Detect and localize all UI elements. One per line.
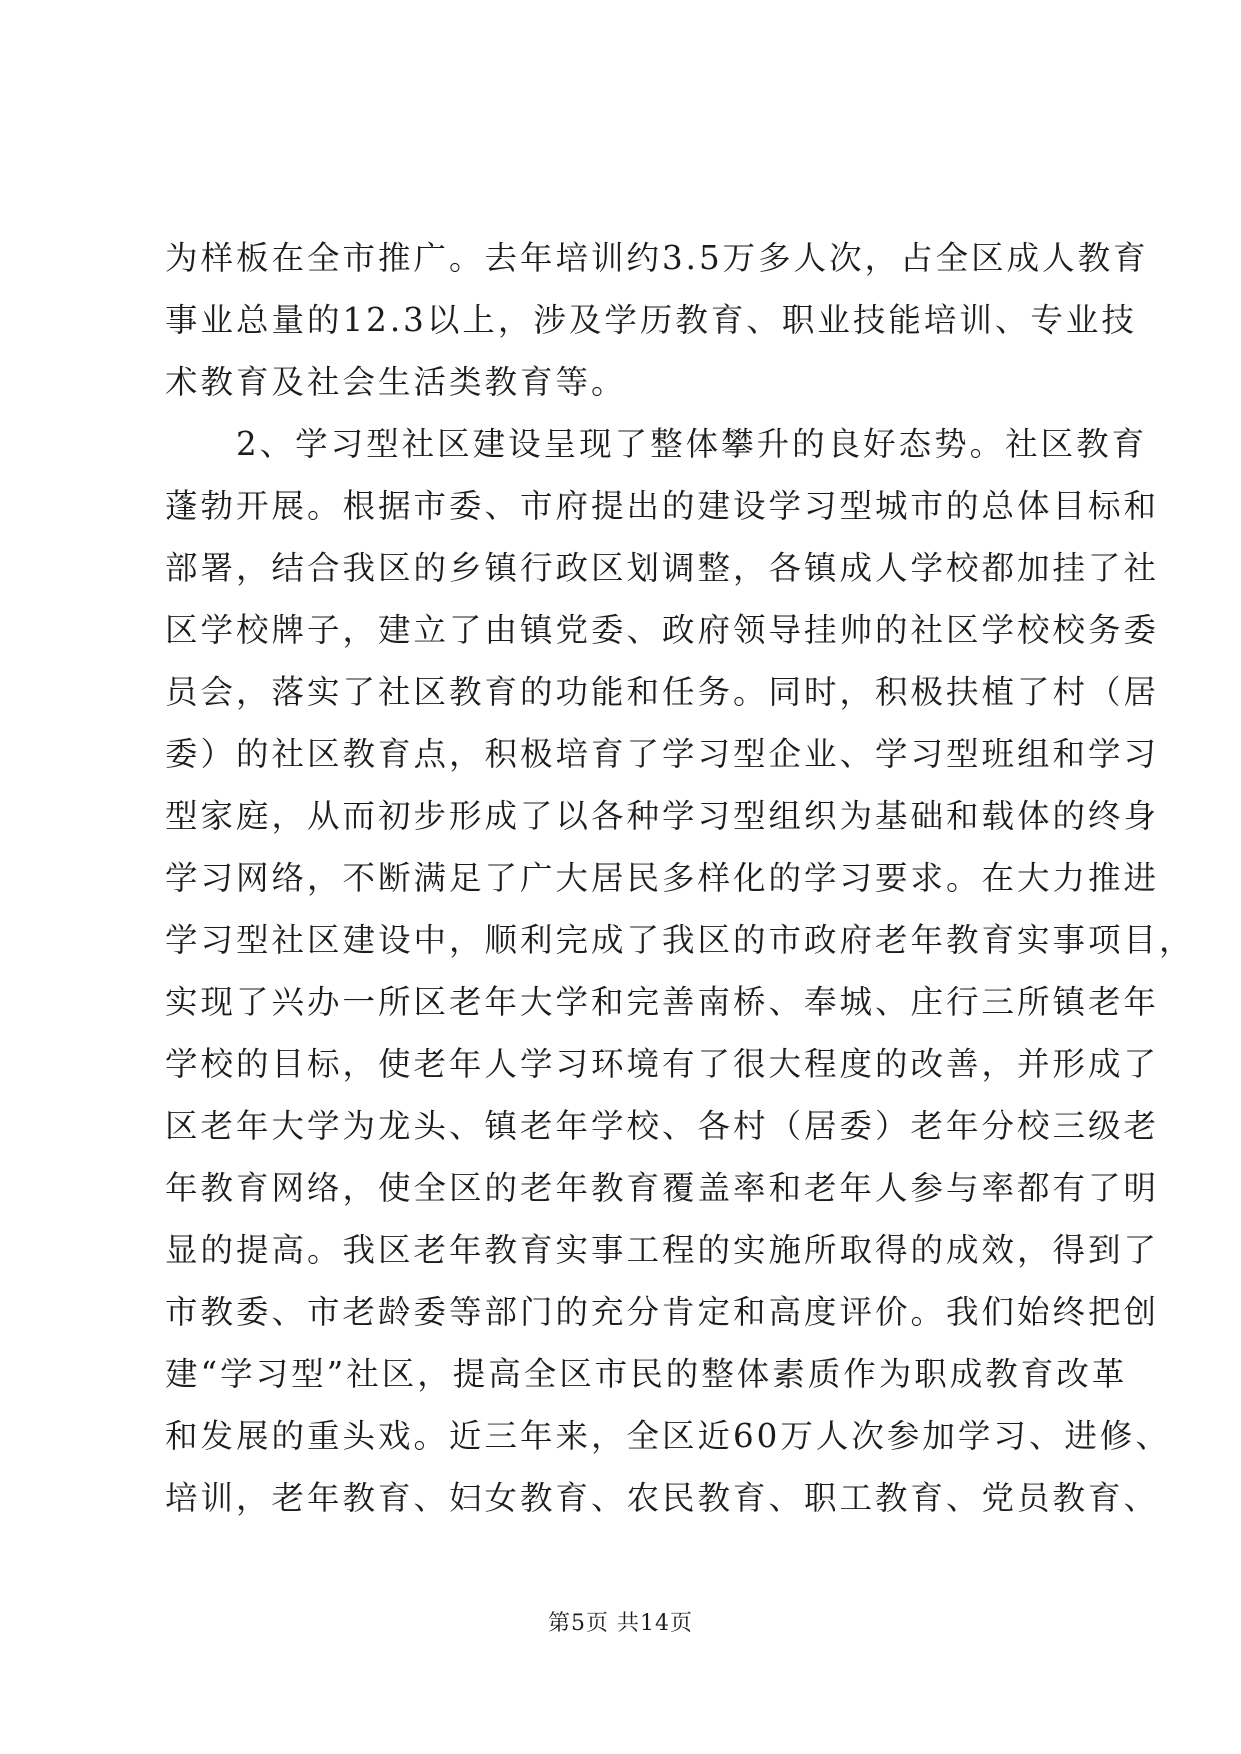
text-line: 区老年大学为龙头、镇老年学校、各村（居委）老年分校三级老 xyxy=(165,1107,1160,1145)
text-line: 部署，结合我区的乡镇行政区划调整，各镇成人学校都加挂了社 xyxy=(165,549,1160,587)
text-line: 术教育及社会生活类教育等。 xyxy=(165,363,627,401)
text-line: 学校的目标，使老年人学习环境有了很大程度的改善，并形成了 xyxy=(165,1045,1160,1083)
text-line: 培训，老年教育、妇女教育、农民教育、职工教育、党员教育、 xyxy=(165,1479,1160,1517)
text-line: 委）的社区教育点，积极培育了学习型企业、学习型班组和学习 xyxy=(165,735,1160,773)
text-line: 和发展的重头戏。近三年来，全区近60万人次参加学习、进修、 xyxy=(165,1417,1171,1455)
text-line: 事业总量的12.3以上，涉及学历教育、职业技能培训、专业技 xyxy=(165,301,1137,339)
text-line: 蓬勃开展。根据市委、市府提出的建设学习型城市的总体目标和 xyxy=(165,487,1160,525)
text-line: 2、学习型社区建设呈现了整体攀升的良好态势。社区教育 xyxy=(165,425,1148,463)
text-line: 员会，落实了社区教育的功能和任务。同时，积极扶植了村（居 xyxy=(165,673,1160,711)
text-line: 学习网络，不断满足了广大居民多样化的学习要求。在大力推进 xyxy=(165,859,1160,897)
text-line: 建“学习型”社区，提高全区市民的整体素质作为职成教育改革 xyxy=(165,1355,1128,1393)
text-line: 显的提高。我区老年教育实事工程的实施所取得的成效，得到了 xyxy=(165,1231,1160,1269)
text-line: 年教育网络，使全区的老年教育覆盖率和老年人参与率都有了明 xyxy=(165,1169,1160,1207)
page-number-footer: 第5页 共14页 xyxy=(548,1611,693,1636)
text-line: 实现了兴办一所区老年大学和完善南桥、奉城、庄行三所镇老年 xyxy=(165,983,1160,1021)
text-line: 区学校牌子，建立了由镇党委、政府领导挂帅的社区学校校务委 xyxy=(165,611,1160,649)
text-line: 型家庭，从而初步形成了以各种学习型组织为基础和载体的终身 xyxy=(165,797,1160,835)
text-line: 为样板在全市推广。去年培训约3.5万多人次，占全区成人教育 xyxy=(165,239,1149,277)
body-text xyxy=(165,227,1195,1529)
text-line: 学习型社区建设中，顺利完成了我区的市政府老年教育实事项目， xyxy=(165,921,1195,959)
text-line: 市教委、市老龄委等部门的充分肯定和高度评价。我们始终把创 xyxy=(165,1293,1160,1331)
